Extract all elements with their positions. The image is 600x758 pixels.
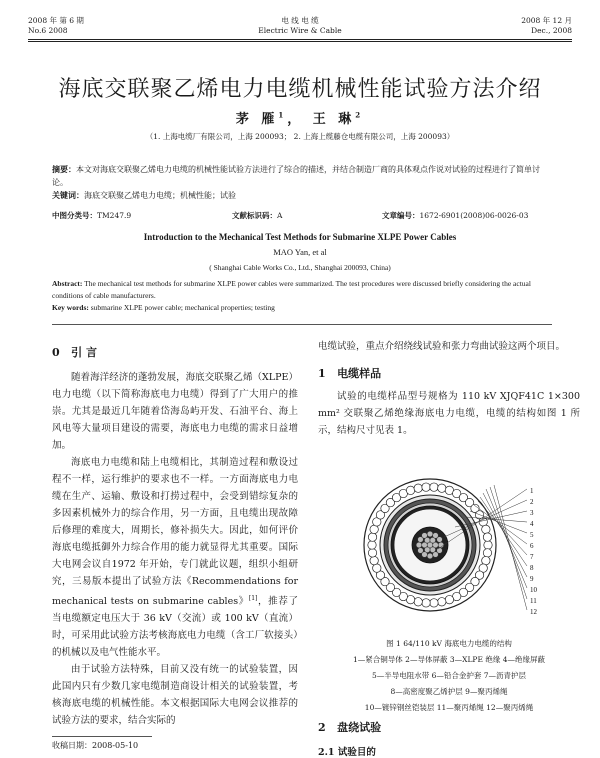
armour-wire <box>406 486 414 494</box>
abstract-en <box>52 278 552 314</box>
right-column <box>318 338 580 439</box>
fig-label-10: 10 <box>530 586 537 594</box>
author-superscript: 2 <box>355 110 365 120</box>
fig-label-4: 4 <box>530 520 534 528</box>
affiliation-en: ( Shanghai Cable Works Co., Ltd., Shanghai 200093, China) <box>209 263 391 272</box>
reference-marker: [1] <box>248 595 258 602</box>
document-code: 文献标识码：A <box>232 211 283 220</box>
fig-label-6: 6 <box>530 542 534 550</box>
armour-wire <box>483 549 491 557</box>
author-list-en: MAO Yan, et al <box>273 247 327 257</box>
keywords-text: 海底交联聚乙烯电力电缆；机械性能；试验 <box>84 191 236 200</box>
author-separator: ， <box>287 112 305 127</box>
armour-wire <box>430 599 438 607</box>
armour-wire <box>430 483 438 491</box>
fig-label-1: 1 <box>530 487 534 495</box>
armour-wire <box>482 525 490 533</box>
section-2-1-heading: 2.1 试验目的 <box>318 747 376 758</box>
figure-legend-line: 5—半导电阻水带 6—铅合金护套 7—沥青护层 <box>371 671 527 680</box>
intro-continued: 电缆试验，重点介绍绕线试验和张力弯曲试验这两个项目。 <box>318 341 566 352</box>
intro-paragraph-2: 海底电力电缆和陆上电缆相比，其制造过程和敷设过程不一样，运行维护的要求也不一样。一方面海底电力电缆在生产、运输、敷设和打捞过程中，会受到错综复杂的多因素机械外力的综合作用，另一方面，且电缆出现故障后修理的难度大，周期长，修补损失大。因此，如何评价海底电缆抵御外力综合作用的能力就显得尤其重要。国际大电网会议自1972 年开始，专门就此议题，组织小组研究，三易版本提出了试验方法《Recommendations for mechanical tests on submarine cables》[1]，推荐了当电缆额定电压大于 36 kV（交流）或 100 kV（直流）时，可采用此试验方法考核海底电力电缆（含工厂软接头）的机械以及电气性能水平。 <box>52 457 298 659</box>
header-rule-2 <box>28 41 572 42</box>
abstract-cn <box>52 163 552 202</box>
author-superscript: 1 <box>278 110 288 120</box>
author-name: 茅 雁 <box>235 112 279 127</box>
conductor-strand <box>433 552 439 558</box>
abstract-en-paragraph <box>52 278 552 302</box>
conductor-strand <box>418 548 424 554</box>
clc-number: 中图分类号：TM247.9 <box>52 211 132 220</box>
section-0-heading: 0 引 言 <box>52 346 97 359</box>
armour-wire <box>422 483 430 491</box>
figure-caption <box>318 636 580 716</box>
figure-legend-line: 10—镀锌钢丝铠装层 11—聚丙烯绳 12—聚丙烯绳 <box>364 703 534 712</box>
armour-wire <box>445 595 453 603</box>
figure-legend-line: 1—紧合铜导体 2—导体屏蔽 3—XLPE 绝缘 4—绝缘屏蔽 <box>353 655 545 664</box>
armour-wire <box>414 484 422 492</box>
fig-label-11: 11 <box>530 597 537 605</box>
intro-paragraph-3: 由于试验方法特殊，目前又没有统一的试验装置，因此国内只有少数几家电缆制造商设计相关的试验装置，考核海底电缆的机械性能。本文根据国际大电网会议推荐的试验方法的要求，结合实际的 <box>52 664 298 727</box>
keywords-en-text: submarine XLPE power cable; mechanical properties; testing <box>88 303 275 312</box>
armour-wire <box>368 549 376 557</box>
journal-issue: 2008 年 第 6 期 No.6 2008 <box>28 16 84 35</box>
section-2-heading: 2 盘绕试验 <box>318 721 382 734</box>
leader-line <box>486 489 527 588</box>
article-number: 文章编号：1672-6901(2008)06-0026-03 <box>382 211 529 220</box>
conductor-strand <box>422 533 428 539</box>
left-column <box>52 344 298 729</box>
abstract-text: 本文对海底交联聚乙烯电力电缆的机械性能试验方法进行了综合的描述，并结合制造厂商的具体观点作说对试验的过程进行了简单讨论。 <box>52 165 540 187</box>
fig-label-9: 9 <box>530 575 534 583</box>
figure-title: 图 1 64/110 kV 海底电力电缆的结构 <box>386 639 512 648</box>
conductor-strand <box>416 542 422 548</box>
keywords-en-label: Key words: <box>52 303 89 312</box>
conductor-strand <box>427 553 433 559</box>
figure-legend-line: 8—高密度聚乙烯护层 9—聚丙烯绳 <box>390 687 508 696</box>
received-date: 收稿日期：2008-05-10 <box>52 741 139 750</box>
armour-wire <box>483 533 491 541</box>
armour-wire <box>484 541 492 549</box>
abstract-en-text: The mechanical test methods for submarine XLPE power cables were summarized. The test procedures were discussed briefly considering the actual conditions of cable manufacturers. <box>52 279 531 300</box>
conductor-strand <box>427 531 433 537</box>
armour-wire <box>438 598 446 606</box>
paper-title-en: Introduction to the Mechanical Test Methods for Submarine XLPE Power Cables <box>143 232 457 242</box>
abstract-paragraph <box>52 163 552 189</box>
paper-title: 海底交联聚乙烯电力电缆机械性能试验方法介绍 <box>58 77 542 102</box>
fig-label-12: 12 <box>530 608 537 616</box>
armour-wire <box>370 556 378 564</box>
cable-cross-section-figure <box>330 465 570 635</box>
fig-label-2: 2 <box>530 498 534 506</box>
conductor-strand <box>437 537 443 543</box>
leader-line <box>494 485 527 610</box>
armour-wire <box>368 533 376 541</box>
intro-paragraph-1: 随着海洋经济的蓬勃发展，海底交联聚乙烯（XLPE）电力电缆（以下简称海底电力电缆）得到了广大用户的推崇。尤其是最近几年随着岱海岛屿开发、石油平台、海上风电等大量项目建设的需要，海底电力电缆的需求日益增加。 <box>52 372 298 451</box>
figure-labels <box>530 487 538 616</box>
author-list <box>0 108 600 127</box>
affiliation: （1. 上海电缆厂有限公司，上海 200093； 2. 上海上缆藤仓电缆有限公司，上海 200093） <box>145 132 455 141</box>
armour-wire <box>414 598 422 606</box>
armour-wire <box>422 599 430 607</box>
journal-date: 2008 年 12 月 Dec., 2008 <box>521 16 572 35</box>
journal-name: 电 线 电 缆 Electric Wire & Cable <box>258 16 342 35</box>
keywords-en-paragraph <box>52 302 552 314</box>
abstract-label: 摘要： <box>52 164 76 174</box>
footnote-rule <box>52 736 152 737</box>
fig-label-3: 3 <box>530 509 534 517</box>
armour-wire <box>368 541 376 549</box>
author-name: 王 琳 <box>312 112 356 127</box>
abstract-en-label: Abstract: <box>52 279 83 288</box>
keywords-paragraph <box>52 189 552 202</box>
header-rule <box>28 39 572 40</box>
section-1-heading: 1 电缆样品 <box>318 367 382 380</box>
fig-label-5: 5 <box>530 531 534 539</box>
keywords-label: 关键词： <box>52 190 84 200</box>
fig-label-8: 8 <box>530 564 534 572</box>
fig-label-7: 7 <box>530 553 534 561</box>
armour-wire <box>438 484 446 492</box>
section-1-paragraph: 试验的电缆样品型号规格为 110 kV XJQF41C 1×300 mm² 交联聚乙烯绝缘海底电力电缆，电缆的结构如图 1 所示，结构尺寸见表 1。 <box>318 391 580 436</box>
abstract-divider <box>52 324 552 325</box>
